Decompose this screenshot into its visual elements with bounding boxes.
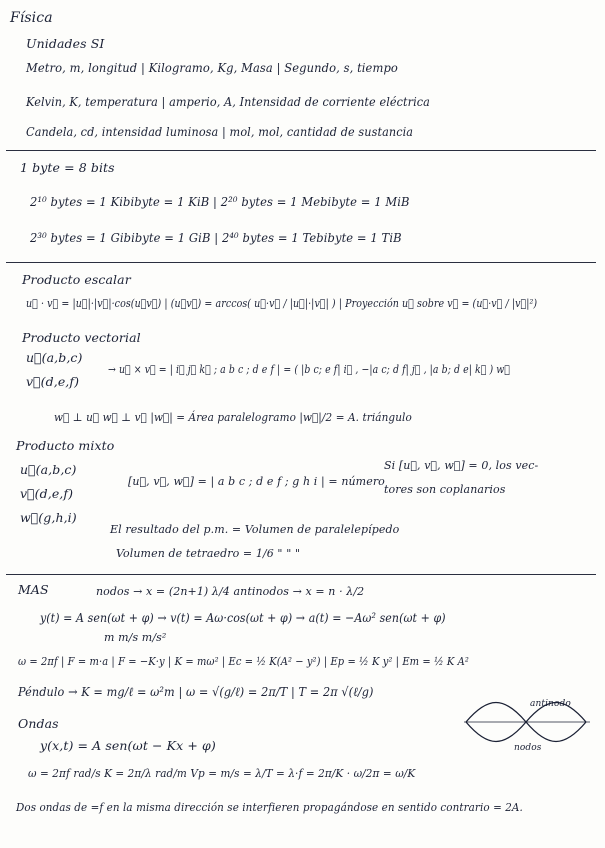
section-divider	[6, 150, 596, 151]
kib-line: 2¹⁰ bytes = 1 Kibibyte = 1 KiB | 2²⁰ bytes = 1 Mebibyte = 1 MiB	[30, 194, 410, 209]
units-line-1: Metro, m, longitud | Kilogramo, Kg, Masa | Segundo, s, tiempo	[26, 60, 398, 75]
cross-product-formula: → u⃗ × v⃗ = | i⃗ j⃗ k⃗ ; a b c ; d e f | = ( |b c; e f| i⃗ , −|a c; d f| j⃗ , |a b; d e| k⃗ ) w⃗	[108, 363, 510, 376]
cross-u-vector: u⃗(a,b,c)	[26, 350, 83, 365]
triple-w-vector: w⃗(g,h,i)	[20, 510, 77, 525]
mas-position-line: y(t) = A sen(ωt + φ) → v(t) = Aω·cos(ωt + φ) → a(t) = −Aω² sen(ωt + φ)	[40, 610, 446, 625]
dot-product-heading: Producto escalar	[22, 272, 131, 287]
section-divider	[6, 574, 596, 575]
triple-v-vector: v⃗(d,e,f)	[20, 486, 74, 501]
section-divider	[6, 262, 596, 263]
triple-product-result: El resultado del p.m. = Volumen de paralelepípedo	[110, 523, 400, 536]
units-line-3: Candela, cd, intensidad luminosa | mol, mol, cantidad de sustancia	[26, 124, 414, 139]
waves-heading: Ondas	[18, 716, 59, 731]
interference-note: Dos ondas de =f en la misma dirección se interfieren propagándose en sentido contrario = 2A.	[16, 801, 523, 814]
nodes-label: nodos	[514, 743, 542, 753]
triple-product-formula: [u⃗, v⃗, w⃗] = | a b c ; d e f ; g h i | = número	[128, 475, 385, 488]
gib-line: 2³⁰ bytes = 1 Gibibyte = 1 GiB | 2⁴⁰ bytes = 1 Tebibyte = 1 TiB	[30, 230, 402, 245]
page-title: Física	[10, 10, 53, 26]
dot-product-formula: u⃗ · v⃗ = |u⃗|·|v⃗|·cos(u⃗v⃗) | (u⃗v⃗) = arccos( u⃗·v⃗ / |u⃗|·|v⃗| ) | Proyección u⃗ sobre v⃗ = (u⃗·v⃗ / |v⃗|²)	[26, 297, 538, 310]
triple-u-vector: u⃗(a,b,c)	[20, 462, 77, 477]
cross-v-vector: v⃗(d,e,f)	[26, 374, 80, 389]
units-line-2: Kelvin, K, temperatura | amperio, A, Intensidad de corriente eléctrica	[26, 94, 430, 109]
wave-equation: y(x,t) = A sen(ωt − Kx + φ)	[40, 738, 216, 753]
wave-relations-line: ω = 2πf rad/s K = 2π/λ rad/m Vp = m/s = λ/T = λ·f = 2π/K · ω/2π = ω/K	[28, 767, 416, 780]
mas-heading: MAS	[18, 582, 49, 597]
cross-perp-line: w⃗ ⊥ u⃗ w⃗ ⊥ v⃗ |w⃗| = Área paralelogramo |w⃗|/2 = A. triángulo	[54, 411, 412, 424]
antinode-label: antinodo	[530, 699, 571, 709]
cross-product-heading: Producto vectorial	[22, 330, 141, 345]
triple-product-heading: Producto mixto	[16, 438, 115, 453]
coplanar-note-1: Si [u⃗, v⃗, w⃗] = 0, los vec-	[384, 459, 539, 472]
pendulum-line: Péndulo → K = mg/ℓ = ω²m | ω = √(g/ℓ) = 2π/T | T = 2π √(ℓ/g)	[18, 684, 374, 699]
mas-units-line: m m/s m/s²	[104, 631, 167, 644]
mas-nodes-line: nodos → x = (2n+1) λ/4 antinodos → x = n · λ/2	[96, 585, 365, 598]
mas-omega-line: ω = 2πf | F = m·a | F = −K·y | K = mω² | Ec = ½ K(A² − y²) | Ep = ½ K y² | Em = ½ K A²	[18, 655, 469, 668]
byte-line: 1 byte = 8 bits	[20, 160, 115, 175]
coplanar-note-2: tores son coplanarios	[384, 483, 506, 496]
tetrahedron-volume: Volumen de tetraedro = 1/6 " " "	[116, 547, 301, 560]
units-heading: Unidades SI	[26, 36, 105, 51]
